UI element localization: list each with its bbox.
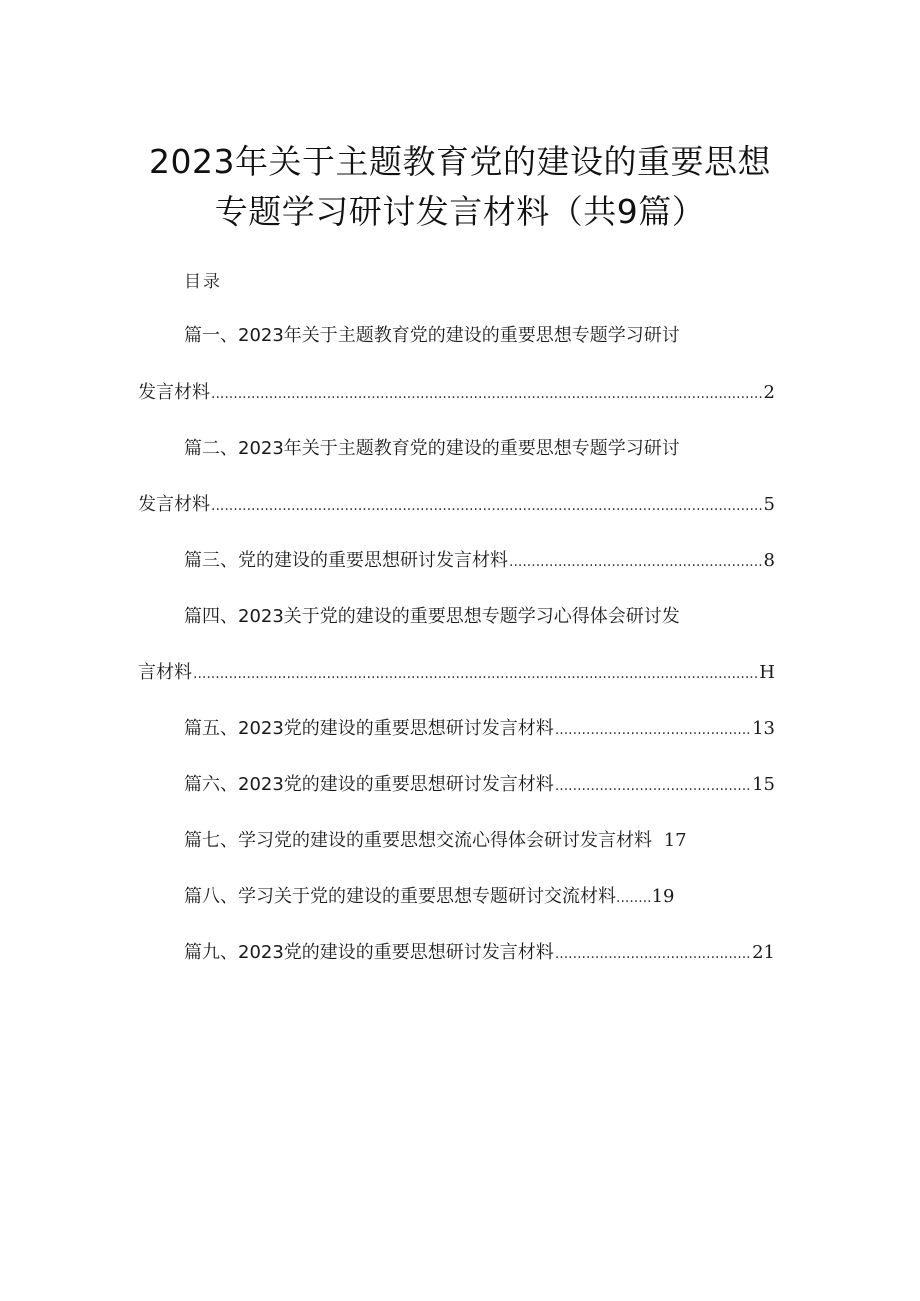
toc-entry-4-label: 言材料 xyxy=(138,662,192,683)
toc-leader-dots xyxy=(193,661,758,687)
toc-entry-3-label: 篇三、党的建设的重要思想研讨发言材料 xyxy=(184,550,508,571)
toc-leader-dots xyxy=(555,941,751,967)
toc-entry-4[interactable] xyxy=(138,660,775,687)
document-title-line-2: 专题学习研讨发言材料（共9篇） xyxy=(214,192,706,231)
toc-entry-3[interactable] xyxy=(184,548,775,575)
toc-entry-7[interactable] xyxy=(184,828,687,854)
document-title-line-1: 2023年关于主题教育党的建设的重要思想 xyxy=(149,142,771,181)
toc-entry-2[interactable] xyxy=(138,492,775,519)
toc-entry-4-first-line[interactable]: 篇四、2023关于党的建设的重要思想专题学习心得体会研讨发 xyxy=(184,606,680,627)
toc-entry-6-label: 篇六、2023党的建设的重要思想研讨发言材料 xyxy=(184,774,554,795)
toc-heading: 目录 xyxy=(184,272,222,292)
toc-entry-8[interactable] xyxy=(184,884,675,911)
toc-leader-dots: ........ xyxy=(616,890,652,906)
toc-leader-dots xyxy=(555,717,751,743)
toc-entry-6[interactable] xyxy=(184,772,775,799)
toc-entry-3-page: 8 xyxy=(763,550,775,571)
toc-entry-7-page: 17 xyxy=(663,830,687,851)
toc-leader-dots xyxy=(555,773,751,799)
toc-entry-1-label: 发言材料 xyxy=(138,382,210,403)
toc-entry-7-label: 篇七、学习党的建设的重要思想交流心得体会研讨发言材料 xyxy=(184,830,652,851)
toc-entry-2-first-line[interactable]: 篇二、2023年关于主题教育党的建设的重要思想专题学习研讨 xyxy=(184,438,680,459)
toc-entry-9-label: 篇九、2023党的建设的重要思想研讨发言材料 xyxy=(184,942,554,963)
toc-leader-dots xyxy=(211,493,763,519)
toc-entry-1-page: 2 xyxy=(763,382,775,403)
toc-entry-1-first-line[interactable]: 篇一、2023年关于主题教育党的建设的重要思想专题学习研讨 xyxy=(184,325,680,346)
toc-entry-6-page: 15 xyxy=(752,774,775,795)
toc-entry-2-page: 5 xyxy=(763,494,775,515)
toc-entry-5-label: 篇五、2023党的建设的重要思想研讨发言材料 xyxy=(184,718,554,739)
toc-leader-dots xyxy=(509,549,763,575)
toc-entry-1[interactable] xyxy=(138,380,775,407)
toc-entry-8-page: 19 xyxy=(651,886,675,907)
toc-entry-8-label: 篇八、学习关于党的建设的重要思想专题研讨交流材料 xyxy=(184,886,616,907)
toc-entry-5-page: 13 xyxy=(752,718,775,739)
toc-leader-dots xyxy=(211,381,763,407)
toc-entry-2-label: 发言材料 xyxy=(138,494,210,515)
toc-entry-9-page: 21 xyxy=(752,942,775,963)
toc-entry-4-page: H xyxy=(759,662,775,683)
toc-entry-5[interactable] xyxy=(184,716,775,743)
toc-entry-9[interactable] xyxy=(184,940,775,967)
